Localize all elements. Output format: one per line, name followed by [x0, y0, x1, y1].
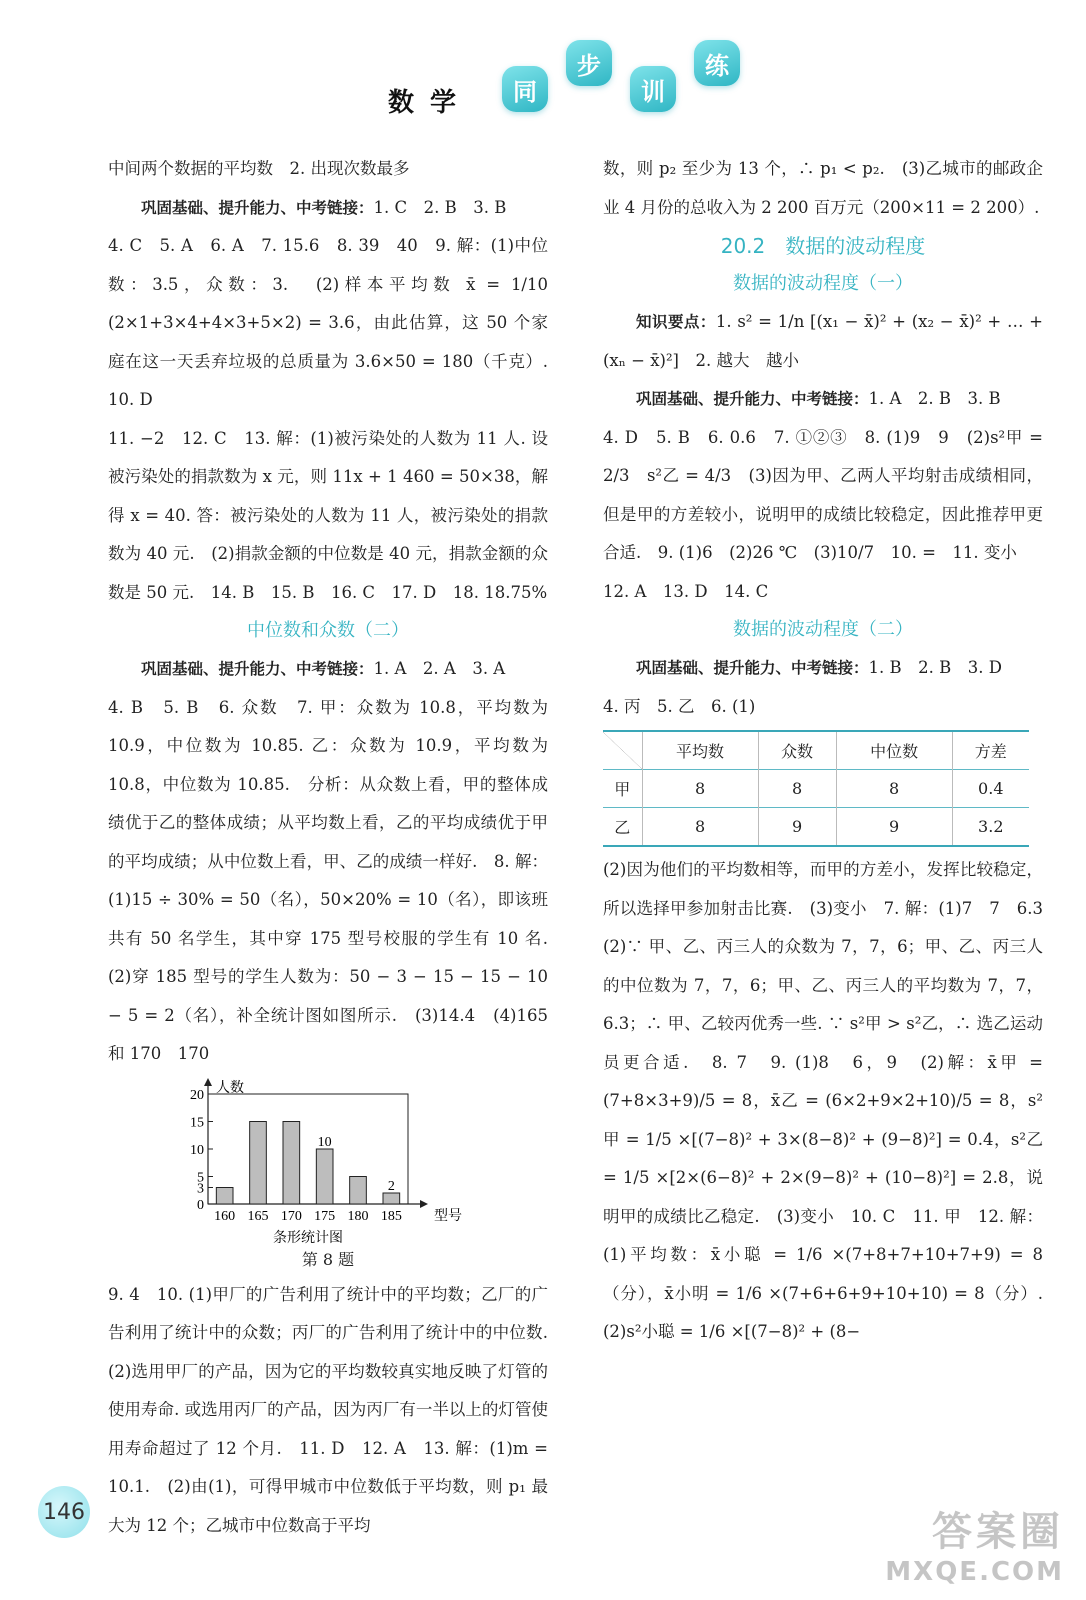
subject-title: 数学: [388, 88, 473, 118]
x-tick-label: 165: [247, 1208, 269, 1224]
text-paragraph: 4. B 5. B 6. 众数 7. 甲：众数为 10.8，平均数为 10.9，中位数为 10.85. 乙：众数为 10.9，平均数为 10.8，中位数为 10.85. 分析：从众数上看，甲的整体成绩优于乙的整体成绩；从平均数上看，乙的平均成绩优于甲的平均成绩；从中位数上看，甲、乙的成绩一样好. 8. 解：(1)15 ÷ 30% = 50（名），50×20% = 10（名），即该班共有 50 名学生，其中穿 175 型号校服的学生有 10 名. (2)穿 185 型号的学生人数为：50 − 3 − 15 − 15 − 10 − 5 = 2（名），补全统计图如图所示. (3)14.4 (4)165 和 170 170: [108, 697, 565, 1063]
y-axis-arrow: [204, 1078, 212, 1086]
plot-frame: [208, 1094, 408, 1204]
section-title: 中位数和众数（二）: [247, 620, 409, 641]
table-row: [603, 808, 1029, 847]
table-cell: 0.4: [952, 770, 1029, 808]
x-axis-label: 型号: [434, 1207, 462, 1224]
bar: [283, 1121, 300, 1204]
bold-heading: 巩固基础、提升能力、中考链接：: [141, 660, 374, 678]
x-axis-arrow: [420, 1200, 428, 1208]
x-tick-label: 185: [380, 1208, 402, 1224]
text-paragraph: 11. −2 12. C 13. 解：(1)被污染处的人数为 11 人. 设被污染处的捐款数为 x 元，则 11x + 1 460 = 50×38，解得 x = 40. 答：被污染处的人数为 11 人，被污染处的捐款数为 40 元. (2)捐款金额的中位数是 40 元，捐款金额的众数是 50 元. 14. B 15. B 16. C 17. D 18. 18.75%: [108, 428, 548, 602]
section-title-main: 20.2 数据的波动程度: [720, 234, 926, 258]
y-tick-label: 15: [190, 1115, 204, 1130]
x-tick-label: 175: [314, 1208, 336, 1224]
bar: [250, 1121, 267, 1204]
text-line: 12. A 13. D 14. C: [603, 581, 769, 601]
bar: [316, 1149, 333, 1204]
badge-bu: 步: [566, 40, 612, 86]
answers: 1. B 2. B 3. D: [868, 658, 1002, 677]
y-tick-label: 10: [190, 1142, 204, 1158]
text-line: [603, 380, 1043, 419]
bar: [216, 1187, 233, 1204]
table-header-corner: [603, 731, 642, 770]
text-paragraph: 数，则 p₂ 至少为 13 个，∴ p₁ < p₂. (3)乙城市的邮政企业 4 月份的总收入为 2 200 百万元（200×11 = 2 200）.: [603, 159, 1043, 217]
text-line: 中间两个数据的平均数 2. 出现次数最多: [108, 159, 410, 178]
answers: 1. A 2. B 3. B: [868, 389, 1001, 408]
table-cell: 甲: [614, 780, 631, 799]
text-paragraph: (2)因为他们的平均数相等，而甲的方差小，发挥比较稳定，所以选择甲参加射击比赛. (3)变小 7. 解：(1)7 7 6.3 (2)∵ 甲、乙、丙三人的众数为 7，7，6；甲、乙、丙三人的中位数为 7，7，6；甲、乙、丙三人的平均数为 7，7，6.3；∴ 甲、乙较丙优秀一些. ∵ s²甲 > s²乙，∴ 选乙运动员更合适. 8. 7 9. (1)8 6，9 (2)解：x̄甲 = (7+8×3+9)/5 = 8，x̄乙 = (6×2+9×2+10)/5 = 8，s²甲 = 1/5 ×[(7−8)² + 3×(8−8)² + (9−8)²] = 0.4，s²乙 = 1/5 ×[2×(6−8)² + 2×(9−8)² + (10−8)²] = 2.8，说明甲的成绩比乙稳定. (3)变小 10. C 11. 甲 12. 解：(1)平均数：x̄小聪 = 1/6 ×(7+8+7+10+7+9) = 8（分），x̄小明 = 1/6 ×(7+6+6+9+10+10) = 8（分）. (2)s²小聪 = 1/6 ×[(7−8)² + (8−: [603, 860, 1060, 1341]
bar-chart-svg: [108, 1074, 548, 1244]
text-paragraph: 9. 4 10. (1)甲厂的广告利用了统计中的平均数；乙厂的广告利用了统计中的众数；丙厂的广告利用了统计中的中位数. (2)选用甲厂的产品，因为它的平均数较真实地反映了灯管的使用寿命. 或选用丙厂的产品，因为丙厂有一半以上的灯管使用寿命超过了 12 个月. 11. D 12. A 13. 解：(1)m = 10.1. (2)由(1)，可得甲城市中位数低于平均数，则 p₁ 最大为 12 个；乙城市中位数高于平均: [108, 1284, 565, 1535]
y-tick-label: 0: [197, 1197, 204, 1213]
badge-lian: 练: [694, 40, 740, 86]
bar-chart: [108, 1074, 548, 1244]
watermark: [885, 1500, 1064, 1587]
text-line: [108, 189, 548, 228]
section-title: 数据的波动程度（一）: [733, 273, 913, 294]
watermark-logo-text: 答案圈: [932, 1509, 1064, 1555]
table-cell: 乙: [614, 818, 631, 837]
text-line: 4. 丙 5. 乙 6. (1): [603, 696, 756, 716]
x-tick-label: 170: [280, 1208, 302, 1224]
table-header: 中位数: [836, 731, 952, 770]
answers: 1. A 2. A 3. A: [373, 659, 506, 678]
data-label: 10: [317, 1134, 332, 1150]
watermark-url: MXQE.COM: [885, 1557, 1064, 1587]
y-tick-label: 3: [197, 1181, 204, 1196]
table-cell: 9: [758, 808, 836, 847]
stats-table: [603, 730, 1029, 847]
table-header: 平均数: [642, 731, 758, 770]
badge-xun: 训: [630, 66, 676, 112]
table-header: 众数: [758, 731, 836, 770]
right-column: [603, 150, 1060, 1352]
y-axis-label: 人数: [216, 1079, 244, 1096]
table-cell: 8: [758, 770, 836, 808]
bar: [383, 1193, 400, 1204]
y-tick-label: 5: [197, 1170, 204, 1185]
page-number: 146: [38, 1486, 90, 1538]
table-header: 方差: [952, 731, 1029, 770]
text-line: [603, 649, 1043, 688]
bold-heading: 巩固基础、提升能力、中考链接：: [636, 659, 869, 677]
x-tick-label: 160: [214, 1208, 236, 1224]
answers: 1. s² = 1/n [(x₁ − x̄)² + (x₂ − x̄)² + … + (xₙ − x̄)²] 2. 越大 越小: [603, 312, 1049, 370]
bold-heading: 巩固基础、提升能力、中考链接：: [636, 390, 869, 408]
text-paragraph: 4. D 5. B 6. 0.6 7. ①②③ 8. (1)9 9 (2)s²甲 = 2/3 s²乙 = 4/3 (3)因为甲、乙两人平均射击成绩相同，但是甲的方差较小，说明甲的成绩比较稳定，因此推荐甲更合适. 9. (1)6 (2)26 ℃ (3)10/7 10. = 11. 变小: [603, 427, 1049, 562]
bold-heading: 巩固基础、提升能力、中考链接：: [141, 198, 374, 217]
answers: 1. C 2. B 3. B: [373, 197, 507, 217]
text-line: [108, 650, 548, 689]
data-label: 2: [387, 1178, 395, 1194]
table-cell: 8: [642, 808, 758, 847]
table-cell: 9: [836, 808, 952, 847]
bar: [350, 1176, 367, 1204]
table-cell: 3.2: [952, 808, 1029, 847]
table-header-row: [603, 731, 1029, 770]
table-row: [603, 770, 1029, 808]
y-tick-label: 20: [190, 1087, 204, 1103]
badge-tong: 同: [502, 66, 548, 112]
section-title: 数据的波动程度（二）: [733, 619, 913, 640]
figure-caption: 第 8 题: [301, 1249, 355, 1269]
text-paragraph: 4. C 5. A 6. A 7. 15.6 8. 39 40 9. 解：(1)中位数：3.5，众数：3. (2)样本平均数 x̄ = 1/10 (2×1+3×4+4×3+5×2) = 3.6，由此估算，这 50 个家庭在这一天丢弃垃圾的总质量为 3.6×50 = 180（千克）. 10. D: [108, 236, 565, 409]
x-tick-label: 180: [347, 1208, 369, 1224]
left-column: [108, 150, 565, 1545]
text-paragraph: [603, 303, 1049, 380]
chart-title: 条形统计图: [273, 1229, 343, 1244]
table-cell: 8: [836, 770, 952, 808]
bold-heading: 知识要点：: [636, 313, 716, 331]
table-cell: 8: [642, 770, 758, 808]
